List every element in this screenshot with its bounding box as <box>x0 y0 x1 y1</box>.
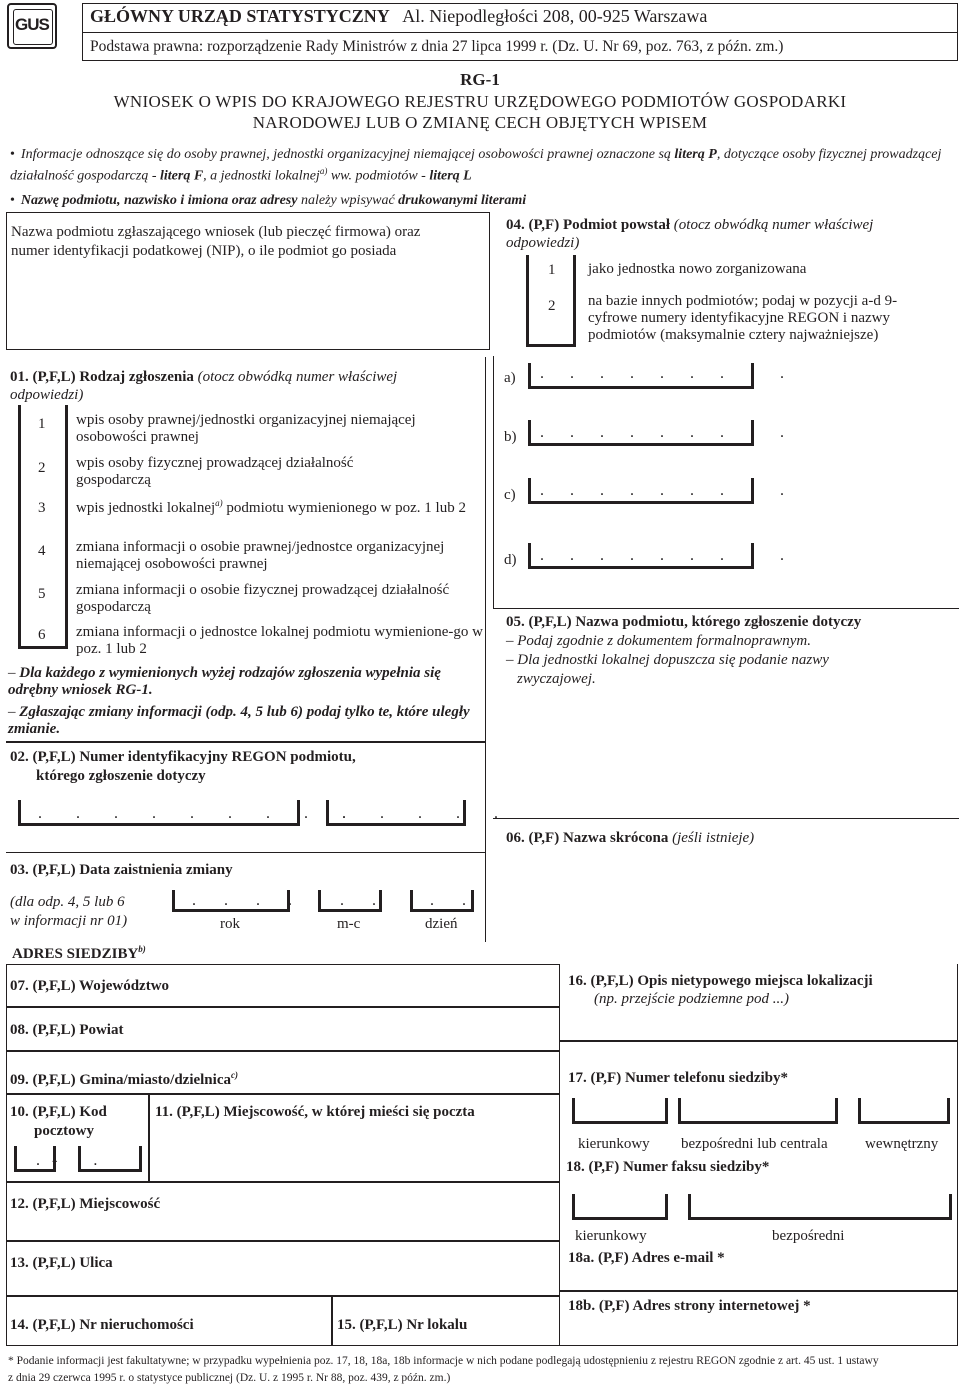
q10-label-2: pocztowy <box>34 1123 94 1139</box>
org-address: Al. Niepodległości 208, 00-925 Warszawa <box>402 6 708 26</box>
q01-note-1: – Dla każdego z wymienionych wyżej rodzajów zgłoszenia wypełnia się odrębny wniosek RG-1. <box>8 665 441 698</box>
q02-title-2: którego zgłoszenie dotyczy <box>36 768 206 784</box>
q01-opt1-num[interactable]: 1 <box>38 416 46 432</box>
q03-month-label: m-c <box>337 916 361 932</box>
q04-title: 04. (P,F) Podmiot powstał (otocz obwódką numer właściwej odpowiedzi) <box>506 217 874 251</box>
logo-text: GUS <box>15 15 49 34</box>
q17-direct-label: bezpośredni lub centrala <box>681 1136 828 1152</box>
q01-title: 01. (P,F,L) Rodzaj zgłoszenia (otocz obwódką numer właściwej odpowiedzi) <box>10 369 398 403</box>
info-bullet-2: • Nazwę podmiotu, nazwisko i imiona oraz adresy należy wpisywać drukowanymi literami <box>10 193 527 208</box>
q01-bracket <box>18 405 68 649</box>
q17-ext-label: wewnętrzny <box>865 1136 939 1152</box>
q01-opt3-num[interactable]: 3 <box>38 500 46 516</box>
q10-label-1: 10. (P,F,L) Kod <box>10 1104 107 1120</box>
q16-label[interactable]: 16. (P,F,L) Opis nietypowego miejsca lokalizacji <box>568 973 873 989</box>
applicant-box-label: Nazwa podmiotu zgłaszającego wniosek (lub pieczęć firmowa) oraz numer identyfikacji podatkowej (NIP), o ile podmiot go posiada <box>11 224 421 259</box>
q04-opt2-text: na bazie innych podmiotów; podaj w pozycji a-d 9-cyfrowe numery identyfikacyjne REGON i nazwy podmiotów (maksymalnie cztery najważniejsze) <box>588 293 898 343</box>
q03-hint-2: w informacji nr 01) <box>10 913 128 929</box>
q01-opt3-text: wpis jednostki lokalnej$^{a)}$ podmiotu wymienionego w poz. 1 lub 2 <box>76 498 466 516</box>
q18a-label[interactable]: 18a. (P,F) Adres e-mail * <box>568 1250 725 1266</box>
q02-title-1: 02. (P,F,L) Numer identyfikacyjny REGON podmiotu, <box>10 749 356 765</box>
legal-basis: Podstawa prawna: rozporządzenie Rady Ministrów z dnia 27 lipca 1999 r. (Dz. U. Nr 69, poz. 763, z późn. zm.) <box>90 38 784 55</box>
q08-label[interactable]: 08. (P,F,L) Powiat <box>10 1022 124 1038</box>
q03-day-label: dzień <box>425 916 458 932</box>
q17-area-label: kierunkowy <box>578 1136 650 1152</box>
address-title: ADRES SIEDZIBY$^{b)}$ <box>12 944 146 962</box>
footer-note-2: z dnia 29 czerwca 1995 r. o statystyce publicznej (Dz. U. z 1995 r. Nr 88, poz. 439, z późn. zm.) <box>8 1372 451 1384</box>
q01-opt2-num[interactable]: 2 <box>38 460 46 476</box>
org-name: GŁÓWNY URZĄD STATYSTYCZNY <box>90 6 390 26</box>
q01-note-2: – Zgłaszając zmiany informacji (odp. 4, 5 lub 6) podaj tylko te, które uległy zmianie. <box>8 704 470 737</box>
q01-opt6-text: zmiana informacji o jednostce lokalnej podmiotu wymienione-go w poz. 1 lub 2 <box>76 624 483 657</box>
q14-label[interactable]: 14. (P,F,L) Nr nieruchomości <box>10 1317 194 1333</box>
q18-direct-label: bezpośredni <box>772 1228 845 1244</box>
q03-year-label: rok <box>220 916 240 932</box>
q09-label[interactable]: 09. (P,F,L) Gmina/miasto/dzielnica$^{c)}$ <box>10 1070 238 1088</box>
q18b-label[interactable]: 18b. (P,F) Adres strony internetowej * <box>568 1298 811 1314</box>
q06-title: 06. (P,F) Nazwa skrócona (jeśli istnieje) <box>506 830 755 846</box>
footer-note-1: * Podanie informacji jest fakultatywne; w przypadku wypełnienia poz. 17, 18, 18a, 18b informacje w nich podane podlegają udostępnieniu z rejestru REGON zgodnie z art. 45 ust. 1 ustawy <box>8 1355 879 1367</box>
q01-opt2-text: wpis osoby fizycznej prowadzącej działalność gospodarczą <box>76 455 354 488</box>
q11-label[interactable]: 11. (P,F,L) Miejscowość, w której mieści się poczta <box>155 1104 475 1120</box>
q04-opt1-text: jako jednostka nowo zorganizowana <box>588 261 807 277</box>
q05-title: 05. (P,F,L) Nazwa podmiotu, którego zgłoszenie dotyczy <box>506 614 862 630</box>
q01-opt1-text: wpis osoby prawnej/jednostki organizacyjnej niemającej osobowości prawnej <box>76 412 416 445</box>
q01-opt5-num[interactable]: 5 <box>38 586 46 602</box>
address-right-box <box>560 964 958 1346</box>
q15-label[interactable]: 15. (P,F,L) Nr lokalu <box>337 1317 468 1333</box>
q01-opt6-num[interactable]: 6 <box>38 627 46 643</box>
q05-line1: – Podaj zgodnie z dokumentem formalnoprawnym. <box>506 633 811 649</box>
q18-area-label: kierunkowy <box>575 1228 647 1244</box>
q12-label[interactable]: 12. (P,F,L) Miejscowość <box>10 1196 161 1212</box>
q05-line2: – Dla jednostki lokalnej dopuszcza się podanie nazwy <box>506 652 829 668</box>
form-code: RG-1 <box>460 70 500 89</box>
q16-hint: (np. przejście podziemne pod ...) <box>594 991 789 1007</box>
info-bullet-1: • Informacje odnoszące się do osoby prawnej, jednostki organizacyjnej niemającej osobowości prawnej oznaczone są literą P, dotyczące osoby fizycznej prowadzącej działalność gospodarczą - literą F, a jednostki lokalnej$^{a)}$ ww. podmiotów - literą L <box>10 147 942 184</box>
q05-line3: zwyczajowej. <box>517 671 596 687</box>
q01-opt5-text: zmiana informacji o osobie fizycznej prowadzącej działalność gospodarczą <box>76 582 450 615</box>
q03-title: 03. (P,F,L) Data zaistnienia zmiany <box>10 862 233 878</box>
form-title-line1: WNIOSEK O WPIS DO KRAJOWEGO REJESTRU URZĘDOWEGO PODMIOTÓW GOSPODARKI <box>113 92 847 111</box>
q01-opt4-num[interactable]: 4 <box>38 543 46 559</box>
q13-label[interactable]: 13. (P,F,L) Ulica <box>10 1255 113 1271</box>
gus-logo <box>7 3 57 49</box>
q01-opt4-text: zmiana informacji o osobie prawnej/jednostce organizacyjnej niemającej osobowości prawnej <box>76 539 445 572</box>
q04-opt2-num[interactable]: 2 <box>548 298 556 314</box>
q18-label: 18. (P,F) Numer faksu siedziby* <box>566 1159 770 1175</box>
form-title-line2: NARODOWEJ LUB O ZMIANĘ CECH OBJĘTYCH WPISEM <box>252 113 708 132</box>
q03-hint-1: (dla odp. 4, 5 lub 6 <box>10 894 125 910</box>
q17-label: 17. (P,F) Numer telefonu siedziby* <box>568 1070 788 1086</box>
q04-opt1-num[interactable]: 1 <box>548 262 556 278</box>
applicant-box[interactable] <box>6 212 490 350</box>
q07-label[interactable]: 07. (P,F,L) Województwo <box>10 978 170 994</box>
